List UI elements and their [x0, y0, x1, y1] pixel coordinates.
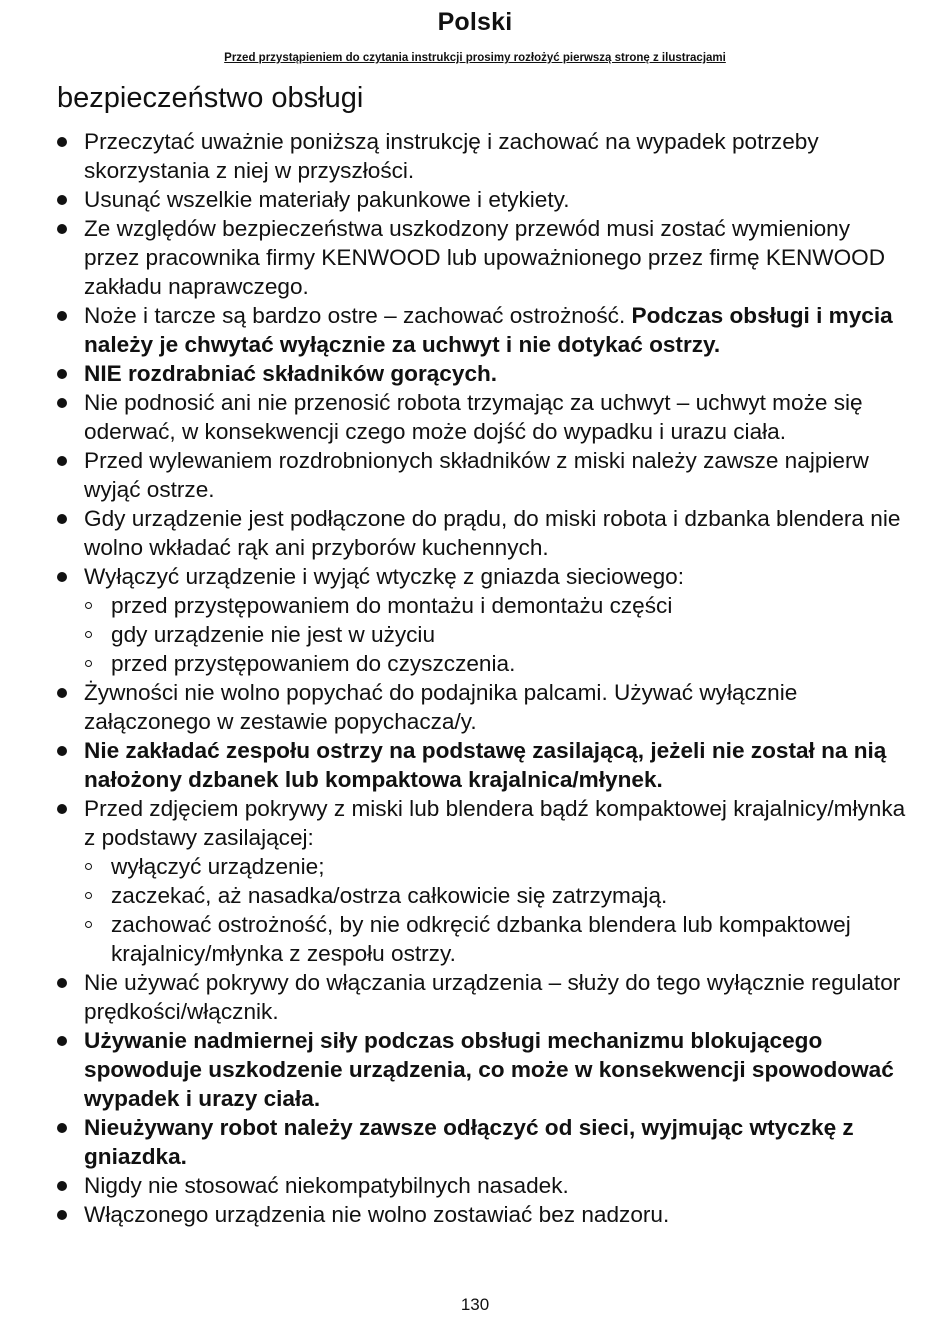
safety-list — [57, 127, 907, 1229]
list-item — [57, 446, 907, 504]
item-text: Przed zdjęciem pokrywy z miski lub blendera bądź kompaktowej krajalnicy/młynka z podstawy zasilającej: — [84, 796, 906, 850]
circle-bullet-icon — [85, 602, 92, 609]
item-text: Nie podnosić ani nie przenosić robota trzymając za uchwyt – uchwyt może się oderwać, w konsekwencji czego może dojść do wypadku i urazu ciała. — [84, 390, 863, 444]
circle-bullet-icon — [85, 660, 92, 667]
item-text: Nie używać pokrywy do włączania urządzenia – służy do tego wyłącznie regulator prędkości/włącznik. — [84, 970, 901, 1024]
sub-list-item — [57, 620, 907, 649]
item-text: Noże i tarcze są bardzo ostre – zachować ostrożność. — [84, 303, 632, 328]
list-item — [57, 678, 907, 736]
section-title: bezpieczeństwo obsługi — [57, 82, 364, 114]
list-item — [57, 214, 907, 301]
sub-item-text: zachować ostrożność, by nie odkręcić dzbanka blendera lub kompaktowej krajalnicy/młynka z zespołu ostrzy. — [111, 912, 851, 966]
item-text: Żywności nie wolno popychać do podajnika palcami. Używać wyłącznie załączonego w zestawie popychacza/y. — [84, 680, 798, 734]
sub-item-text: wyłączyć urządzenie; — [111, 854, 325, 879]
list-item — [57, 1200, 907, 1229]
item-text: Usunąć wszelkie materiały pakunkowe i etykiety. — [84, 187, 570, 212]
sub-list-item — [57, 852, 907, 881]
list-item — [57, 1113, 907, 1171]
circle-bullet-icon — [85, 863, 92, 870]
bullet-icon — [57, 978, 67, 988]
list-item — [57, 968, 907, 1026]
sub-item-text: gdy urządzenie nie jest w użyciu — [111, 622, 436, 647]
circle-bullet-icon — [85, 892, 92, 899]
item-text: Przed wylewaniem rozdrobnionych składników z miski należy zawsze najpierw wyjąć ostrze. — [84, 448, 869, 502]
bullet-icon — [57, 688, 67, 698]
bullet-icon — [57, 195, 67, 205]
list-item — [57, 794, 907, 852]
list-item — [57, 359, 907, 388]
item-text-bold: Nie zakładać zespołu ostrzy na podstawę zasilającą, jeżeli nie został na nią nałożony dzbanek lub kompaktowa krajalnica/młynek. — [84, 738, 887, 792]
page-header-title: Polski — [437, 8, 513, 36]
bullet-icon — [57, 1036, 67, 1046]
sub-list-item — [57, 649, 907, 678]
item-text: Włączonego urządzenia nie wolno zostawiać bez nadzoru. — [84, 1202, 670, 1227]
bullet-icon — [57, 1181, 67, 1191]
list-item — [57, 388, 907, 446]
bullet-icon — [57, 456, 67, 466]
sub-list-item — [57, 881, 907, 910]
circle-bullet-icon — [85, 921, 92, 928]
list-item — [57, 1171, 907, 1200]
list-item — [57, 301, 907, 359]
sub-item-text: przed przystępowaniem do czyszczenia. — [111, 651, 516, 676]
list-item — [57, 127, 907, 185]
bullet-icon — [57, 224, 67, 234]
item-text-bold: Podczas obsługi i mycia należy je chwytać wyłącznie za uchwyt i nie dotykać ostrzy. — [84, 303, 893, 357]
list-item — [57, 562, 907, 591]
item-text: Przeczytać uważnie poniższą instrukcję i zachować na wypadek potrzeby skorzystania z niej w przyszłości. — [84, 129, 819, 183]
item-text: Wyłączyć urządzenie i wyjąć wtyczkę z gniazda sieciowego: — [84, 564, 685, 589]
item-text-bold: NIE rozdrabniać składników gorących. — [84, 361, 498, 386]
item-text-bold: Nieużywany robot należy zawsze odłączyć od sieci, wyjmując wtyczkę z gniazdka. — [84, 1115, 854, 1169]
bullet-icon — [57, 398, 67, 408]
bullet-icon — [57, 137, 67, 147]
item-text: Gdy urządzenie jest podłączone do prądu, do miski robota i dzbanka blendera nie wolno wkładać rąk ani przyborów kuchennych. — [84, 506, 901, 560]
bullet-icon — [57, 369, 67, 379]
item-text-bold: Używanie nadmiernej siły podczas obsługi mechanizmu blokującego spowoduje uszkodzenie urządzenia, co może w konsekwencji spowodować wypadek i urazy ciała. — [84, 1028, 894, 1111]
bullet-icon — [57, 572, 67, 582]
sub-item-text: przed przystępowaniem do montażu i demontażu części — [111, 593, 673, 618]
bullet-icon — [57, 514, 67, 524]
page-subtitle: Przed przystąpieniem do czytania instrukcji prosimy rozłożyć pierwszą stronę z ilustracjami — [224, 52, 726, 64]
bullet-icon — [57, 804, 67, 814]
item-text: Nigdy nie stosować niekompatybilnych nasadek. — [84, 1173, 569, 1198]
bullet-icon — [57, 746, 67, 756]
list-item — [57, 1026, 907, 1113]
sub-list-item — [57, 591, 907, 620]
item-text: Ze względów bezpieczeństwa uszkodzony przewód musi zostać wymieniony przez pracownika firmy KENWOOD lub upoważnionego przez firmę KENWOOD zakładu naprawczego. — [84, 216, 886, 299]
circle-bullet-icon — [85, 631, 92, 638]
sub-item-text: zaczekać, aż nasadka/ostrza całkowicie się zatrzymają. — [111, 883, 668, 908]
bullet-icon — [57, 1210, 67, 1220]
list-item — [57, 185, 907, 214]
list-item — [57, 504, 907, 562]
list-item — [57, 736, 907, 794]
bullet-icon — [57, 1123, 67, 1133]
bullet-icon — [57, 311, 67, 321]
sub-list-item — [57, 910, 907, 968]
page-number: 130 — [460, 1295, 490, 1314]
